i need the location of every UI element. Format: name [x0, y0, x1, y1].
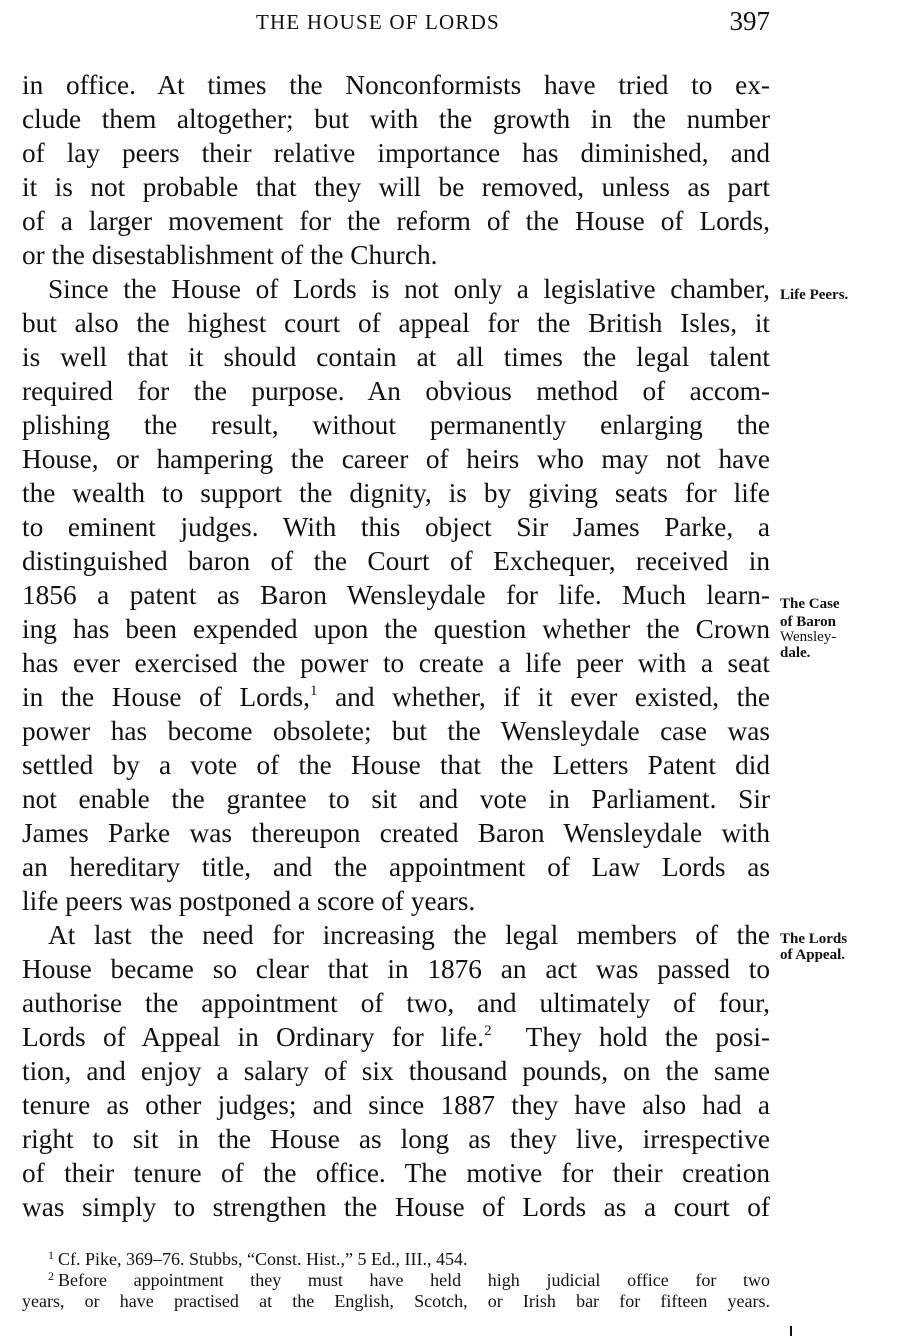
margin-note-life-peers	[780, 287, 900, 303]
text-line: life peers was postponed a score of years.	[22, 886, 476, 916]
text-line: plishing the result, without permanently enlarging the	[22, 410, 770, 440]
text-line	[22, 1020, 770, 1054]
margin-note-line: dale.	[780, 645, 811, 661]
text-segment: in the House of Lords,	[22, 682, 310, 712]
page-header	[22, 6, 770, 40]
footnote-2-continued: years, or have practised at the English, Scotch, or Irish bar for fifteen years.	[22, 1291, 770, 1311]
text-line: in office. At times the Nonconformists have tried to ex-	[22, 70, 770, 100]
text-line: has ever exercised the power to create a life peer with a seat	[22, 648, 770, 678]
text-line: the wealth to support the dignity, is by giving seats for life	[22, 478, 770, 508]
margin-note-lords-of-appeal	[780, 931, 900, 963]
text-line: authorise the appointment of two, and ultimately of four,	[22, 988, 770, 1018]
text-line: is well that it should contain at all times the legal talent	[22, 342, 770, 372]
text-line: distinguished baron of the Court of Exchequer, received in	[22, 546, 770, 576]
footnote-2	[22, 1270, 770, 1291]
text-segment: and whether, if it ever existed, the	[317, 682, 770, 712]
margin-note-line: of Baron	[780, 614, 836, 630]
footnote-ref: 2	[484, 1023, 492, 1039]
footnote-text: Cf. Pike, 369–76. Stubbs, “Const. Hist.,” 5 Ed., III., 454.	[58, 1249, 468, 1269]
text-line: to eminent judges. With this object Sir James Parke, a	[22, 512, 770, 542]
margin-note-line: Life Peers.	[780, 287, 849, 303]
footnote-text: Before appointment they must have held high judicial office for two	[58, 1270, 770, 1290]
footnote-mark: 1	[48, 1248, 54, 1262]
text-line: was simply to strengthen the House of Lords as a court of	[22, 1192, 770, 1222]
text-segment: Lords of Appeal in Ordinary for life.	[22, 1022, 485, 1052]
text-line: of a larger movement for the reform of the House of Lords,	[22, 206, 770, 236]
margin-note-wensleydale	[780, 596, 900, 662]
margin-note-line: of Appeal.	[780, 947, 846, 963]
body-text	[22, 68, 770, 1224]
text-segment: They hold the posi-	[491, 1022, 771, 1052]
text-line: power has become obsolete; but the Wensleydale case was	[22, 716, 770, 746]
text-line: settled by a vote of the House that the Letters Patent did	[22, 750, 770, 780]
stray-mark	[790, 1326, 792, 1336]
margin-note-line: Wensley-	[780, 629, 837, 645]
text-line: of lay peers their relative importance has diminished, and	[22, 138, 770, 168]
text-line: ing has been expended upon the question whether the Crown	[22, 614, 770, 644]
margin-note-line: The Case	[780, 596, 840, 612]
text-line: required for the purpose. An obvious method of accom-	[22, 376, 770, 406]
text-line: clude them altogether; but with the growth in the number	[22, 104, 770, 134]
text-line: James Parke was thereupon created Baron Wensleydale with	[22, 818, 770, 848]
text-line: tion, and enjoy a salary of six thousand pounds, on the same	[22, 1056, 770, 1086]
text-line: of their tenure of the office. The motive for their creation	[22, 1158, 770, 1188]
text-line: but also the highest court of appeal for the British Isles, it	[22, 308, 770, 338]
text-line: not enable the grantee to sit and vote in Parliament. Sir	[22, 784, 770, 814]
margin-note-line: The Lords	[780, 931, 848, 947]
text-line: it is not probable that they will be removed, unless as part	[22, 172, 770, 202]
footnote-1	[22, 1249, 770, 1270]
text-line: House became so clear that in 1876 an act was passed to	[22, 954, 770, 984]
text-line: At last the need for increasing the legal members of the	[48, 920, 770, 950]
text-line: Since the House of Lords is not only a legislative chamber,	[48, 274, 770, 304]
text-line	[22, 680, 770, 714]
text-line: an hereditary title, and the appointment of Law Lords as	[22, 852, 770, 882]
footnote-mark: 2	[48, 1269, 54, 1283]
text-line: 1856 a patent as Baron Wensleydale for life. Much learn-	[22, 580, 770, 610]
running-head: THE HOUSE OF LORDS	[256, 10, 500, 34]
text-line: tenure as other judges; and since 1887 they have also had a	[22, 1090, 770, 1120]
footnote-ref: 1	[309, 683, 318, 699]
text-line: right to sit in the House as long as they live, irrespective	[22, 1124, 770, 1154]
text-line: or the disestablishment of the Church.	[22, 240, 438, 270]
text-line: House, or hampering the career of heirs who may not have	[22, 444, 770, 474]
page-number: 397	[729, 6, 770, 36]
footnotes	[22, 1249, 770, 1312]
